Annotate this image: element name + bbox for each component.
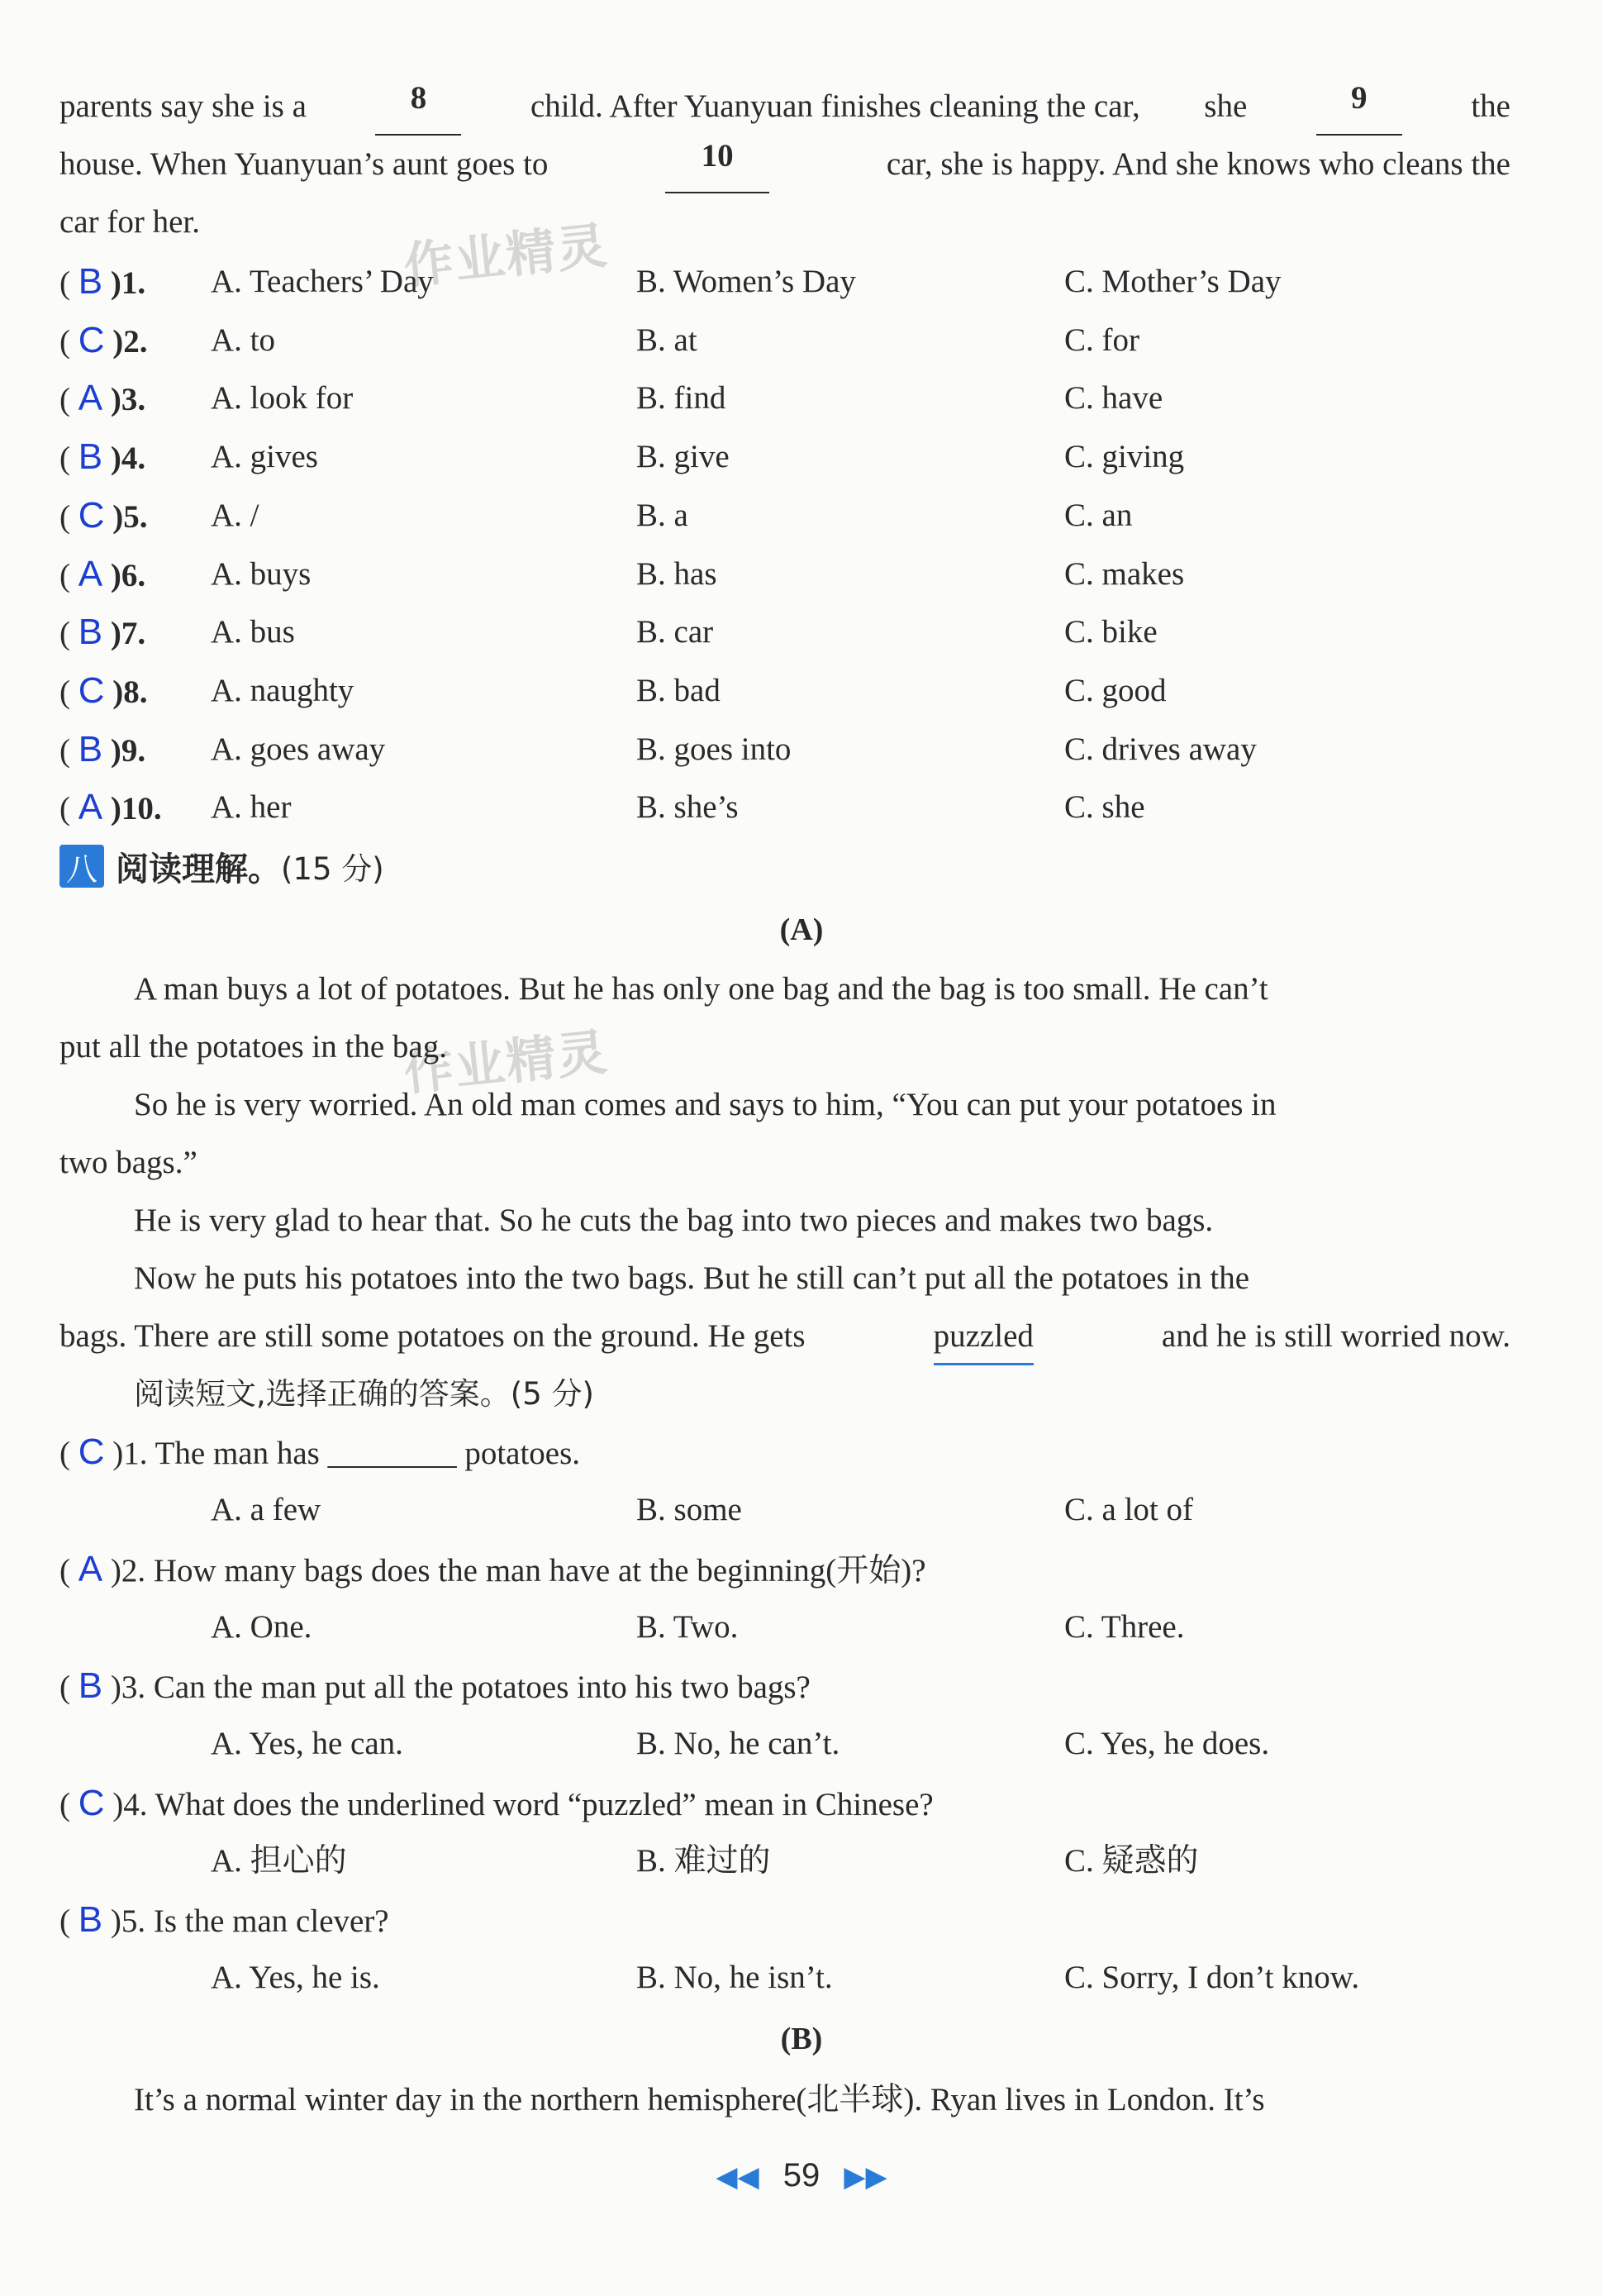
answer-paren: ( B )1. (59, 261, 146, 302)
answer-mark: A (78, 1549, 103, 1589)
option-b: B. she’s (636, 789, 739, 825)
passage-b-line: It’s a normal winter day in the northern hemisphere(北半球). Ryan lives in London. It’s (134, 2082, 1265, 2117)
question-number: )7. (110, 616, 146, 651)
answer-paren: ( C )5. (59, 495, 148, 536)
intro-line-2: house. When Yuanyuan’s aunt goes to 10 car, she is happy. And she knows who cleans the (59, 136, 1510, 193)
option-a: A. Teachers’ Day (211, 264, 434, 299)
option-c: C. 疑惑的 (1064, 1843, 1199, 1879)
question-text: )4. What does the underlined word “puzzled” mean in Chinese? (112, 1787, 934, 1822)
option-b: B. No, he can’t. (636, 1726, 840, 1761)
question-number: )3. (110, 382, 146, 417)
watermark: 作业精灵 (401, 217, 611, 296)
passage-a-line: put all the potatoes in the bag. (59, 1029, 447, 1065)
watermark: 作业精灵 (401, 1023, 611, 1103)
answer-mark: B (78, 612, 103, 652)
answer-paren: ( A )10. (59, 787, 162, 827)
option-b: B. give (636, 439, 730, 474)
option-a: A. bus (211, 614, 295, 650)
answer-mark: B (78, 1665, 103, 1706)
option-a: A. 担心的 (211, 1843, 347, 1879)
next-arrows-icon: ▶▶ (844, 2161, 887, 2193)
option-c: C. Yes, he does. (1064, 1726, 1270, 1761)
option-a: A. One. (211, 1609, 312, 1645)
option-c: C. Mother’s Day (1064, 264, 1282, 299)
answer-paren: ( A )3. (59, 378, 146, 418)
reading-question: ( B )5. Is the man clever? (59, 1899, 389, 1940)
answer-mark: A (78, 787, 103, 827)
option-b: B. a (636, 498, 688, 533)
underlined-word-puzzled: puzzled (934, 1308, 1034, 1365)
passage-a-line: A man buys a lot of potatoes. But he has only one bag and the bag is too small. He can’t (134, 971, 1268, 1007)
question-number: )1. (110, 265, 146, 301)
passage-a-line: two bags.” (59, 1145, 197, 1180)
section-header (59, 841, 384, 891)
page-footer (0, 2157, 1603, 2194)
reading-question: ( C )4. What does the underlined word “puzzled” mean in Chinese? (59, 1783, 934, 1823)
option-c: C. for (1064, 322, 1139, 358)
answer-mark: B (78, 261, 103, 302)
answer-paren: ( C )2. (59, 320, 148, 360)
passage-a-line: bags. There are still some potatoes on the ground. He gets puzzled and he is still worried now. (59, 1308, 1510, 1365)
blank-9: 9 (1316, 78, 1402, 136)
answer-paren: ( B )4. (59, 436, 146, 477)
question-text: )3. Can the man put all the potatoes into his two bags? (110, 1670, 811, 1705)
option-a: A. to (211, 322, 275, 358)
intro-line-1: parents say she is a 8 child. After Yuanyuan finishes cleaning the car, she 9 the (59, 78, 1510, 136)
passage-b-label: (B) (780, 2022, 823, 2056)
answer-mark: C (78, 495, 105, 536)
option-a: A. Yes, he can. (211, 1726, 403, 1761)
answer-mark: B (78, 1899, 103, 1940)
option-b: B. No, he isn’t. (636, 1960, 833, 1995)
option-b: B. find (636, 380, 726, 416)
option-c: C. a lot of (1064, 1492, 1193, 1527)
option-c: C. she (1064, 789, 1145, 825)
question-text: )5. Is the man clever? (110, 1903, 389, 1939)
question-number: )5. (112, 499, 148, 535)
option-a: A. / (211, 498, 259, 533)
option-a: A. Yes, he is. (211, 1960, 380, 1995)
option-b: B. bad (636, 673, 721, 708)
option-b: B. Two. (636, 1609, 739, 1645)
passage-a-instruction: 阅读短文,选择正确的答案。(5 分) (134, 1376, 594, 1412)
answer-paren: ( C )8. (59, 670, 148, 711)
answer-mark: C (78, 320, 105, 360)
option-b: B. 难过的 (636, 1843, 771, 1879)
option-a: A. look for (211, 380, 354, 416)
answer-paren: ( B )9. (59, 729, 146, 769)
question-number: )4. (110, 441, 146, 476)
answer-mark: B (78, 436, 103, 477)
option-a: A. buys (211, 556, 312, 592)
option-a: A. gives (211, 439, 318, 474)
answer-mark: B (78, 729, 103, 769)
question-number: )10. (110, 791, 162, 826)
passage-a-label: (A) (779, 912, 824, 947)
question-text: )2. How many bags does the man have at the beginning(开始)? (110, 1553, 926, 1589)
answer-paren: ( B )7. (59, 612, 146, 652)
option-c: C. have (1064, 380, 1163, 416)
question-number: )8. (112, 674, 148, 710)
option-c: C. bike (1064, 614, 1158, 650)
option-b: B. goes into (636, 731, 792, 767)
page-number: 59 (782, 2157, 821, 2194)
reading-question: ( A )2. How many bags does the man have at the beginning(开始)? (59, 1549, 926, 1589)
passage-a-line: He is very glad to hear that. So he cuts the bag into two pieces and makes two bags. (134, 1203, 1214, 1238)
question-number: )6. (110, 558, 146, 593)
answer-mark: C (78, 1431, 105, 1472)
answer-mark: A (78, 554, 103, 594)
prev-arrows-icon: ◀◀ (716, 2161, 759, 2193)
option-b: B. some (636, 1492, 742, 1527)
blank-10: 10 (665, 136, 769, 193)
option-a: A. a few (211, 1492, 321, 1527)
option-b: B. at (636, 322, 697, 358)
section-badge: 八 (59, 845, 104, 888)
option-c: C. good (1064, 673, 1167, 708)
option-c: C. Three. (1064, 1609, 1185, 1645)
answer-mark: A (78, 378, 103, 418)
question-text: )1. The man has ________ potatoes. (112, 1436, 581, 1471)
option-a: A. her (211, 789, 292, 825)
passage-a-line: Now he puts his potatoes into the two bags. But he still can’t put all the potatoes in the (134, 1260, 1250, 1296)
option-c: C. drives away (1064, 731, 1257, 767)
option-b: B. Women’s Day (636, 264, 856, 299)
option-b: B. has (636, 556, 717, 592)
answer-mark: C (78, 1783, 105, 1823)
intro-line-3: car for her. (59, 204, 200, 240)
option-c: C. makes (1064, 556, 1185, 592)
option-c: C. an (1064, 498, 1133, 533)
option-c: C. giving (1064, 439, 1185, 474)
reading-question: ( B )3. Can the man put all the potatoes into his two bags? (59, 1665, 811, 1706)
option-a: A. naughty (211, 673, 354, 708)
option-c: C. Sorry, I don’t know. (1064, 1960, 1360, 1995)
section-score: (15 分) (281, 851, 384, 887)
passage-a-line: So he is very worried. An old man comes and says to him, “You can put your potatoes in (134, 1087, 1277, 1122)
reading-question: ( C )1. The man has ________ potatoes. (59, 1431, 581, 1472)
option-b: B. car (636, 614, 714, 650)
question-number: )2. (112, 324, 148, 360)
section-title: 阅读理解。 (116, 850, 281, 888)
blank-8: 8 (375, 78, 461, 136)
question-number: )9. (110, 733, 146, 769)
answer-mark: C (78, 670, 105, 711)
option-a: A. goes away (211, 731, 386, 767)
answer-paren: ( A )6. (59, 554, 146, 594)
